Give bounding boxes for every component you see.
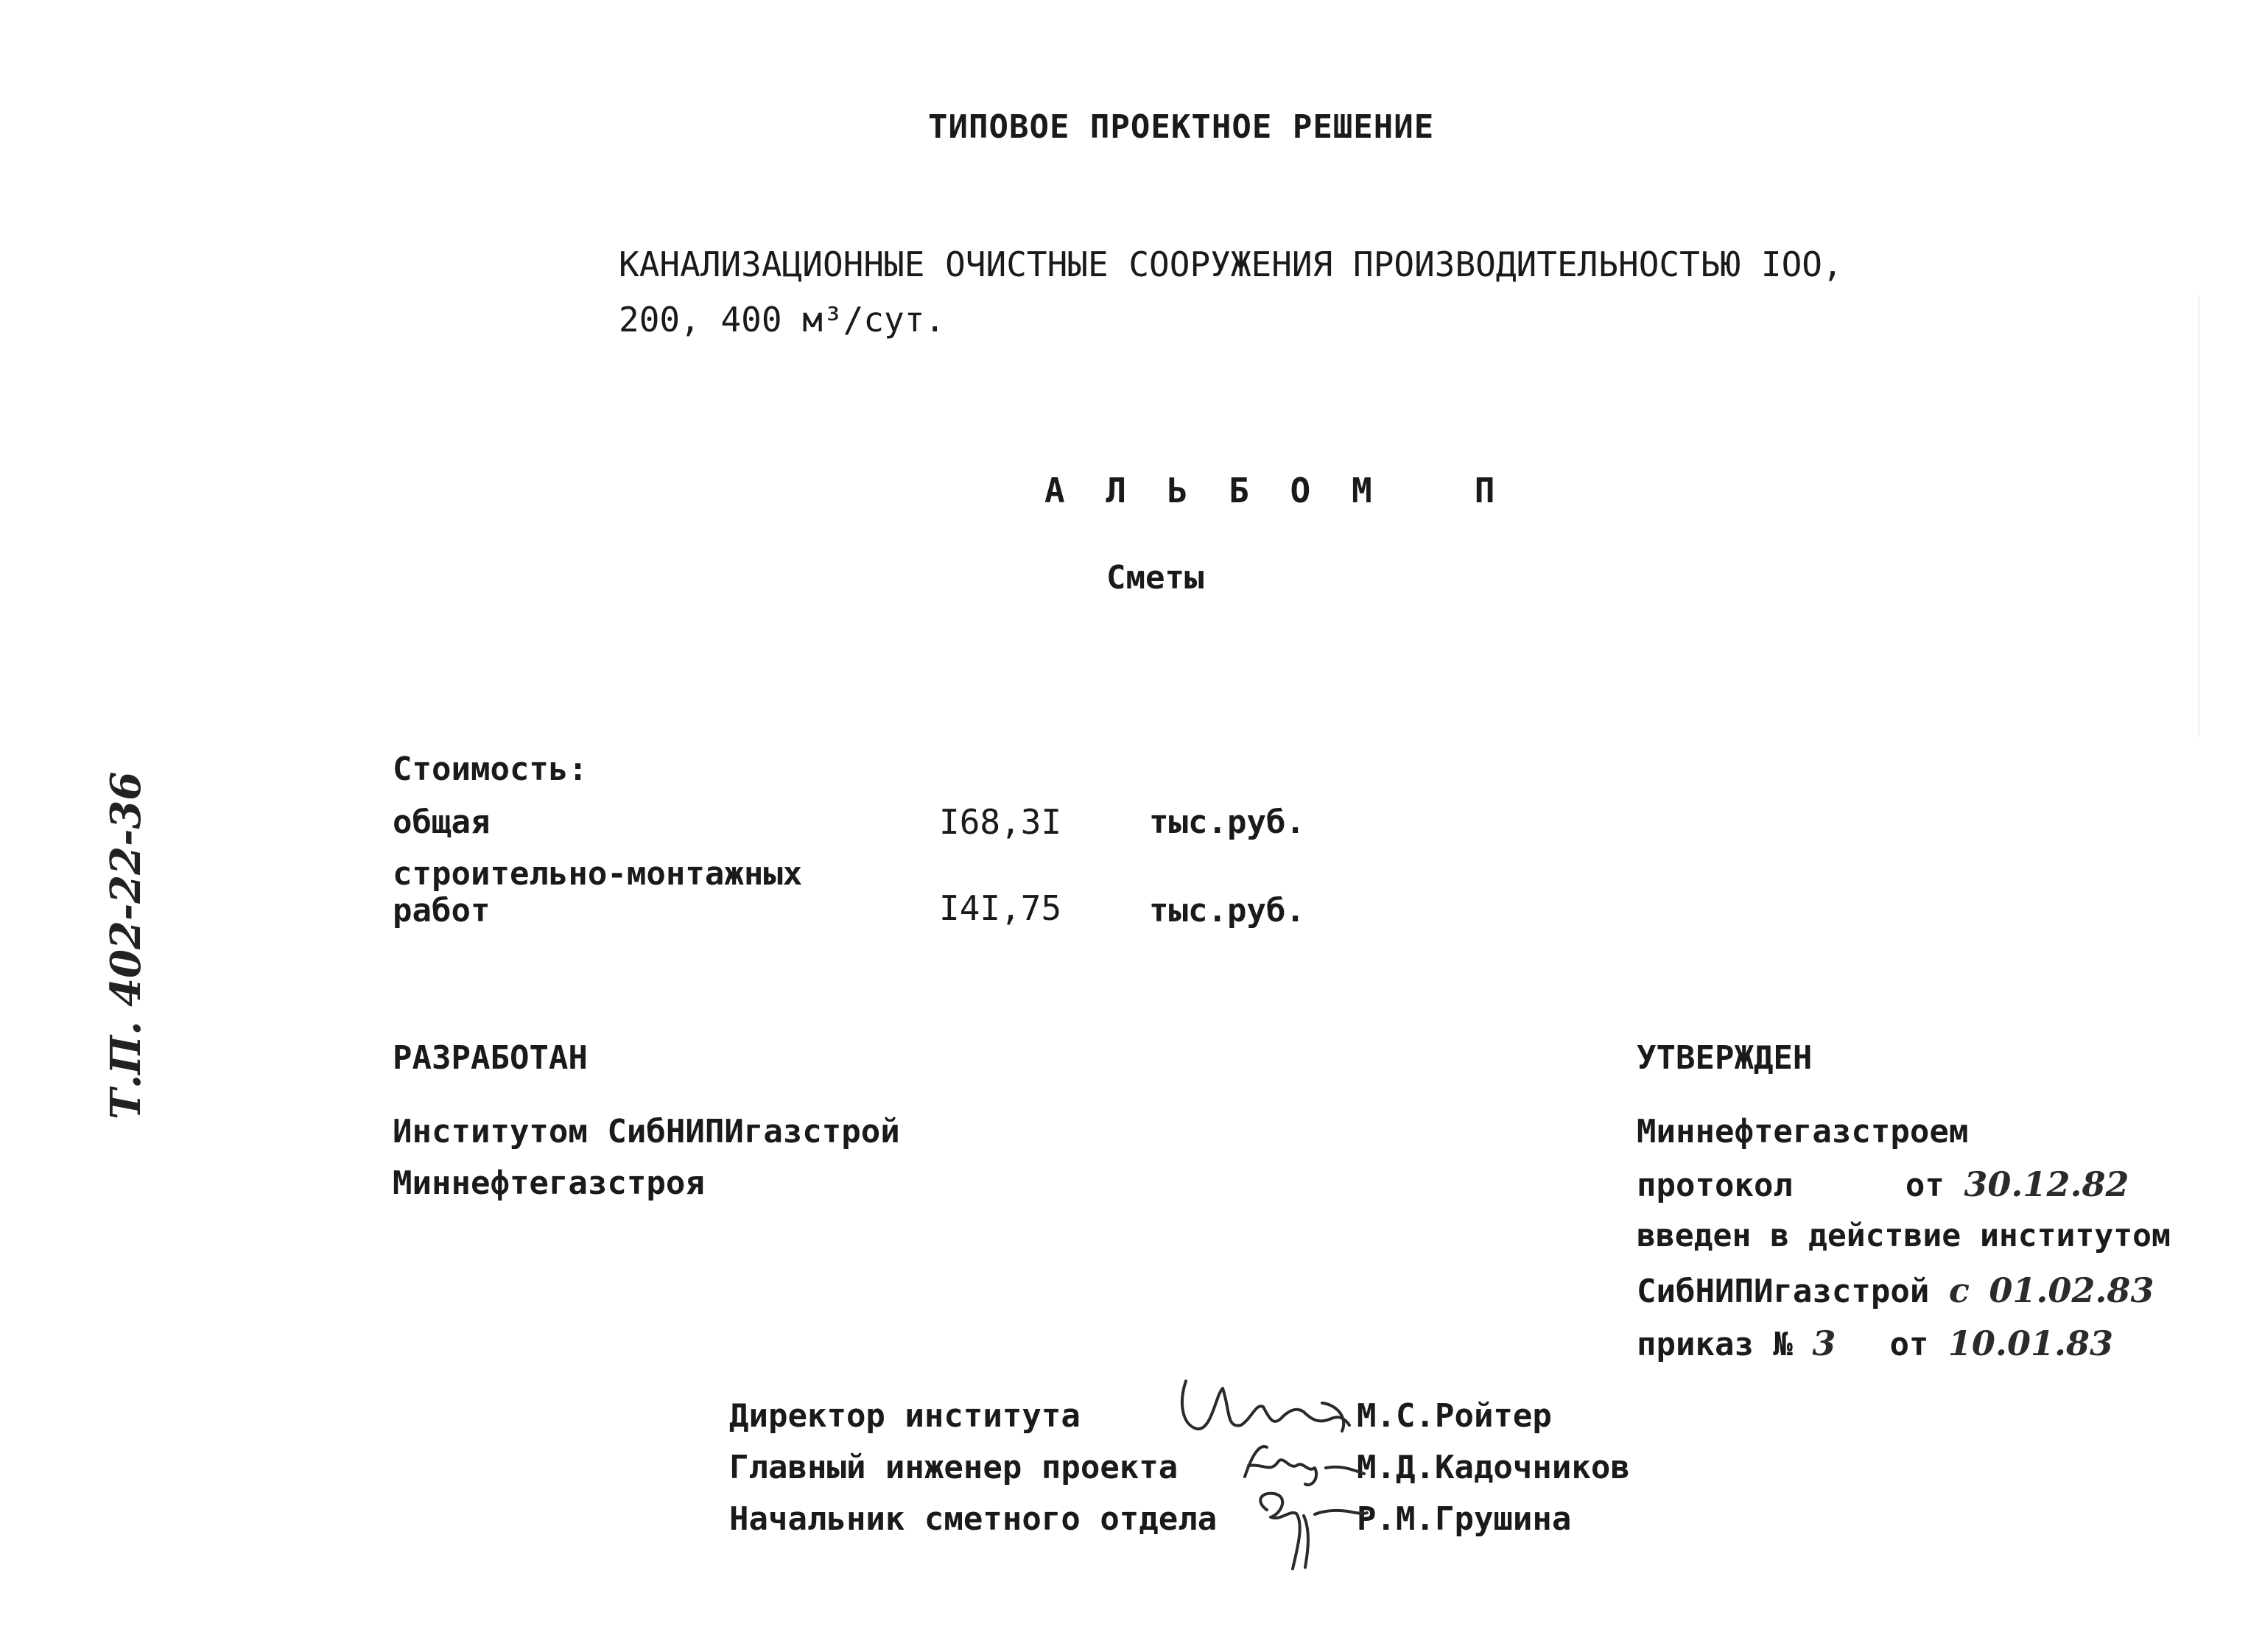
approved-protocol-line xyxy=(1637,1165,2129,1205)
protocol-label: протокол xyxy=(1637,1167,1793,1204)
signature-role-chief-engineer: Главный инженер проекта xyxy=(729,1449,1179,1486)
signature-name-director: М.С.Ройтер xyxy=(1357,1397,1552,1435)
developed-line-1: Институтом СибНИПИгазстрой xyxy=(393,1113,900,1150)
signature-estimate-head xyxy=(1252,1480,1370,1576)
cost-row-general-value: I68,3I xyxy=(939,802,1062,842)
cost-row-construction-name-1: строительно-монтажных xyxy=(393,855,803,893)
order-number-handwritten: 3 xyxy=(1812,1324,1836,1363)
effective-from: с xyxy=(1948,1270,1970,1310)
approved-order-line xyxy=(1637,1324,2113,1364)
album-subtitle: Сметы xyxy=(1106,559,1204,597)
cost-row-construction-unit: тыс.руб. xyxy=(1149,892,1305,929)
signature-name-chief-engineer: М.Д.Кадочников xyxy=(1357,1449,1630,1486)
order-date-handwritten: 10.01.83 xyxy=(1947,1324,2113,1363)
approved-line-1: Миннефтегазстроем xyxy=(1637,1113,1969,1150)
cost-row-general-unit: тыс.руб. xyxy=(1149,804,1305,841)
approved-effective-line xyxy=(1637,1271,2154,1311)
scan-artifact-line xyxy=(2198,295,2199,737)
cost-row-general-name: общая xyxy=(393,804,491,841)
cost-row-construction-value: I4I,75 xyxy=(939,888,1062,928)
order-label: приказ № xyxy=(1637,1326,1793,1363)
title-line-2: 200, 400 м³/сут. xyxy=(619,300,946,340)
signature-role-director: Директор института xyxy=(729,1397,1081,1435)
protocol-date-handwritten: 30.12.82 xyxy=(1964,1164,2129,1204)
approved-line-3: введен в действие институтом xyxy=(1637,1217,2171,1254)
signature-name-estimate-head: Р.М.Грушина xyxy=(1357,1500,1572,1538)
order-from: от xyxy=(1889,1326,1929,1363)
document-header: ТИПОВОЕ ПРОЕКТНОЕ РЕШЕНИЕ xyxy=(928,108,1435,146)
effective-date-handwritten: 01.02.83 xyxy=(1989,1270,2154,1310)
title-line-1: КАНАЛИЗАЦИОННЫЕ ОЧИСТНЫЕ СООРУЖЕНИЯ ПРОИЗВОДИТЕЛЬНОСТЬЮ IOO, xyxy=(619,245,1843,284)
approved-heading: УТВЕРЖДЕН xyxy=(1637,1039,1813,1077)
cost-label: Стоимость: xyxy=(393,751,588,788)
effective-institute: СибНИПИгазстрой xyxy=(1637,1273,1930,1310)
developed-heading: РАЗРАБОТАН xyxy=(393,1039,588,1077)
side-code: Т.П. 402-22-36 xyxy=(102,771,150,1120)
signature-role-estimate-head: Начальник сметного отдела xyxy=(729,1500,1218,1538)
cost-row-construction-name-2: работ xyxy=(393,892,491,929)
protocol-from: от xyxy=(1905,1167,1945,1204)
album-title: А Л Ь Б О М П xyxy=(1044,471,1506,510)
developed-line-2: Миннефтегазстроя xyxy=(393,1164,705,1202)
